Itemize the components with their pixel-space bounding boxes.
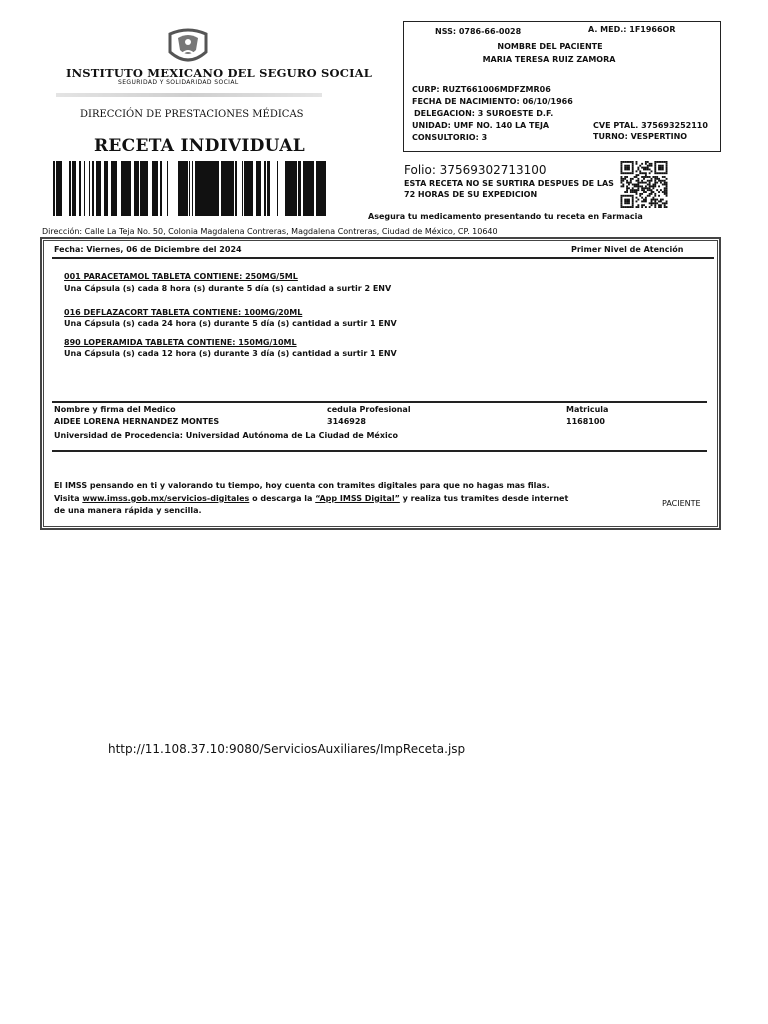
unit-address: Dirección: Calle La Teja No. 50, Colonia Magdalena Contreras, Magdalena Contreras, Ciudad de México, CP. 10640 [42, 227, 498, 236]
institution-name: INSTITUTO MEXICANO DEL SEGURO SOCIAL [66, 66, 373, 80]
digital-services-note [54, 480, 574, 518]
digital-services-line2 [54, 493, 574, 518]
consultorio: CONSULTORIO: 3 [412, 133, 488, 142]
patient-name-label: NOMBRE DEL PACIENTE [497, 42, 603, 51]
divider [52, 450, 707, 452]
logo-divider [56, 93, 322, 97]
attention-level: Primer Nivel de Atención [571, 245, 684, 254]
folio-expiry-note: ESTA RECETA NO SE SURTIRA DESPUES DE LAS 72 HORAS DE SU EXPEDICION [404, 179, 614, 199]
divider [52, 401, 707, 403]
birth-date: FECHA DE NACIMIENTO: 06/10/1966 [412, 97, 573, 106]
curp: CURP: RUZT661006MDFZMR06 [412, 85, 551, 94]
medication-name: 890 LOPERAMIDA TABLETA CONTIENE: 150MG/10ML [64, 338, 297, 347]
agregado-medico: A. MED.: 1F1966OR [588, 25, 676, 34]
turno: TURNO: VESPERTINO [593, 132, 688, 141]
document-title: RECETA INDIVIDUAL [94, 136, 306, 156]
matricula-label: Matricula [566, 405, 609, 414]
medication-dose: Una Cápsula (s) cada 8 hora (s) durante 5 día (s) cantidad a surtir 2 ENV [64, 284, 392, 293]
medication-name: 016 DEFLAZACORT TABLETA CONTIENE: 100MG/20ML [64, 308, 303, 317]
matricula-value: 1168100 [566, 417, 605, 426]
qr-code [619, 161, 669, 208]
patient-name: MARIA TERESA RUIZ ZAMORA [482, 55, 616, 64]
cedula-label: cedula Profesional [327, 405, 411, 414]
medication-dose: Una Cápsula (s) cada 24 hora (s) durante 5 día (s) cantidad a surtir 1 ENV [64, 319, 397, 328]
nss: NSS: 0786-66-0028 [435, 27, 522, 36]
mid-text: o descarga la [249, 493, 316, 503]
barcode [53, 161, 326, 216]
imss-services-link[interactable]: www.imss.gob.mx/servicios-digitales [82, 493, 250, 503]
prescription-date: Fecha: Viernes, 06 de Diciembre del 2024 [54, 245, 242, 254]
direccion-prestaciones-title: DIRECCIÓN DE PRESTACIONES MÉDICAS [80, 109, 304, 120]
university: Universidad de Procedencia: Universidad Autónoma de La Ciudad de México [54, 431, 398, 440]
institution-subtitle: SEGURIDAD Y SOLIDARIDAD SOCIAL [118, 79, 239, 86]
copy-label: PACIENTE [662, 499, 701, 508]
digital-services-line1: El IMSS pensando en ti y valorando tu tiempo, hoy cuenta con tramites digitales para que no hagas mas filas. [54, 481, 550, 490]
end-text: y realiza tus tramites desde internet de una manera rápida y sencilla. [54, 493, 569, 515]
cedula-value: 3146928 [327, 417, 366, 426]
folio: Folio: 37569302713100 [404, 163, 547, 177]
unidad: UNIDAD: UMF NO. 140 LA TEJA [412, 121, 550, 130]
app-imss-digital-link[interactable]: “App IMSS Digital” [315, 493, 400, 503]
doctor-name-label: Nombre y firma del Medico [54, 405, 176, 414]
imss-logo-icon [166, 28, 210, 66]
medication-name: 001 PARACETAMOL TABLETA CONTIENE: 250MG/5ML [64, 272, 298, 281]
pharmacy-note: Asegura tu medicamento presentando tu receta en Farmacia [368, 212, 643, 221]
doctor-name: AIDEE LORENA HERNANDEZ MONTES [54, 417, 220, 426]
medication-dose: Una Cápsula (s) cada 12 hora (s) durante 3 día (s) cantidad a surtir 1 ENV [64, 349, 397, 358]
delegacion: DELEGACION: 3 SUROESTE D.F. [414, 109, 554, 118]
print-url: http://11.108.37.10:9080/ServiciosAuxiliares/ImpReceta.jsp [108, 742, 466, 756]
cve-ptal: CVE PTAL. 375693252110 [593, 121, 708, 130]
visita-text: Visita [54, 493, 83, 503]
divider [52, 257, 714, 259]
